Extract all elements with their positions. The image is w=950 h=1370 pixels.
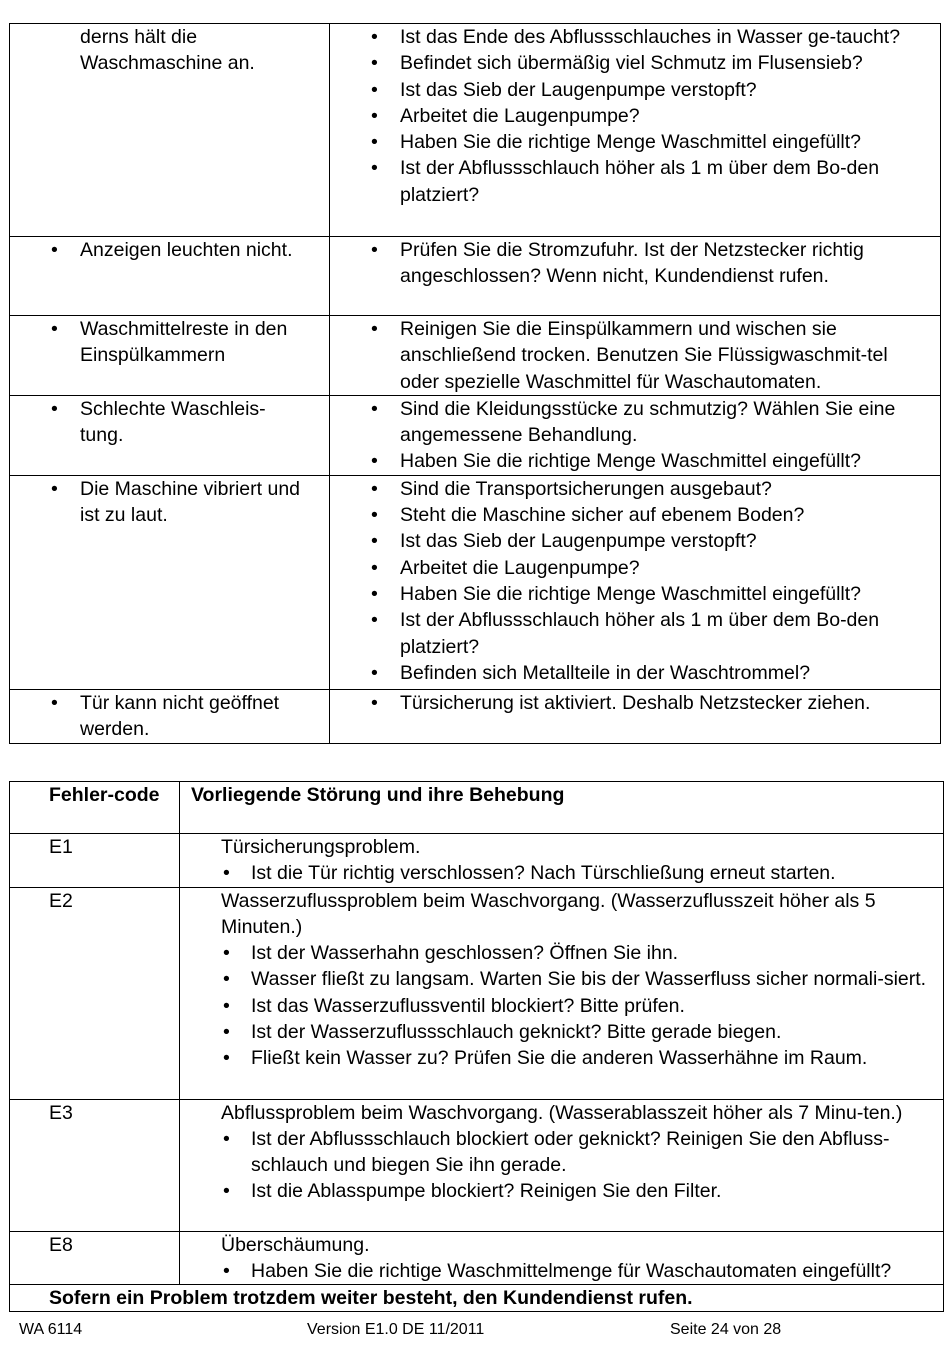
table-row — [10, 887, 944, 1099]
footer-note: Sofern ein Problem trotzdem weiter besteht, den Kundendienst rufen. — [10, 1285, 944, 1312]
list-item: • Ist der Wasserzuflussschlauch geknickt? Bitte gerade biegen. — [191, 1019, 943, 1045]
footer-model: WA 6114 — [19, 1321, 83, 1338]
error-code: E3 — [10, 1099, 180, 1231]
list-item: • Ist die Ablasspumpe blockiert? Reinigen Sie den Filter. — [191, 1178, 943, 1204]
list-item: • Haben Sie die richtige Menge Waschmittel eingefüllt? — [330, 448, 940, 474]
problem-text: Türsicherungsproblem. — [221, 836, 421, 858]
error-description — [180, 1231, 944, 1285]
list-item: • Arbeitet die Laugenpumpe? — [330, 103, 940, 129]
error-description — [180, 1099, 944, 1231]
list-item: • Ist der Wasserhahn geschlossen? Öffnen Sie ihn. — [191, 940, 943, 966]
list-item: • Befinden sich Metallteile in der Waschtrommel? — [330, 660, 940, 686]
list-item: • Ist die Tür richtig verschlossen? Nach Türschließung erneut starten. — [191, 860, 943, 886]
list-item: • Ist das Wasserzuflussventil blockiert? Bitte prüfen. — [191, 993, 943, 1019]
symptom-cell — [10, 395, 330, 475]
checks-cell — [330, 316, 941, 396]
table-row — [10, 834, 944, 888]
list-item: • Ist das Sieb der Laugenpumpe verstopft? — [330, 528, 940, 554]
list-item: • Sind die Transportsicherungen ausgebaut? — [330, 476, 940, 502]
symptom-cell — [10, 316, 330, 396]
checks-cell — [330, 689, 941, 743]
table-row — [10, 1099, 944, 1231]
symptom-text: derns hält die Waschmaschine an. — [80, 26, 255, 75]
footer-version: Version E1.0 DE 11/2011 — [307, 1321, 485, 1338]
table-row — [10, 237, 941, 316]
error-code: E1 — [10, 834, 180, 888]
list-item: • Reinigen Sie die Einspülkammern und wischen sie anschließend trocken. Benutzen Sie Flüssigwaschmit-tel oder spezielle Waschmittel für Waschautomaten. — [330, 316, 940, 395]
list-item: • Türsicherung ist aktiviert. Deshalb Netzstecker ziehen. — [330, 690, 940, 716]
column-header-code: Fehler-code — [10, 782, 180, 834]
problem-text: Wasserzuflussproblem beim Waschvorgang. (Wasserzuflusszeit höher als 5 Minuten.) — [221, 889, 876, 938]
list-item: • Haben Sie die richtige Menge Waschmittel eingefüllt? — [330, 129, 940, 155]
error-description — [180, 887, 944, 1099]
footer-page-number: Seite 24 von 28 — [670, 1321, 782, 1338]
symptom-text: • Schlechte Waschleis-tung. — [10, 396, 329, 449]
error-code-table — [9, 781, 944, 1312]
symptom-text: • Die Maschine vibriert und ist zu laut. — [10, 476, 329, 529]
symptom-table — [9, 23, 941, 744]
error-code: E8 — [10, 1231, 180, 1285]
list-item: • Ist das Sieb der Laugenpumpe verstopft? — [330, 77, 940, 103]
list-item: • Wasser fließt zu langsam. Warten Sie bis der Wasserfluss sicher normali-siert. — [191, 966, 943, 992]
list-item: • Ist der Abflussschlauch blockiert oder geknickt? Reinigen Sie den Abfluss-schlauch und biegen Sie ihn gerade. — [191, 1126, 943, 1179]
table-header-row — [10, 782, 944, 834]
problem-text: Überschäumung. — [221, 1233, 370, 1256]
error-description — [180, 834, 944, 888]
list-item: • Fließt kein Wasser zu? Prüfen Sie die anderen Wasserhähne im Raum. — [191, 1045, 943, 1071]
table-row — [10, 395, 941, 475]
symptom-text: • Tür kann nicht geöffnet werden. — [10, 690, 329, 743]
symptom-text: • Anzeigen leuchten nicht. — [10, 237, 329, 263]
checks-cell — [330, 24, 941, 237]
symptom-text: • Waschmittelreste in den Einspülkammern — [10, 316, 329, 369]
checks-cell — [330, 395, 941, 475]
symptom-cell — [10, 237, 330, 316]
symptom-cell — [10, 689, 330, 743]
list-item: • Befindet sich übermäßig viel Schmutz im Flusensieb? — [330, 50, 940, 76]
list-item: • Haben Sie die richtige Waschmittelmenge für Waschautomaten eingefüllt? — [191, 1258, 943, 1284]
problem-text: Abflussproblem beim Waschvorgang. (Wasserablasszeit höher als 7 Minu-ten.) — [221, 1101, 903, 1124]
list-item: • Ist der Abflussschlauch höher als 1 m über dem Bo-den platziert? — [330, 607, 940, 660]
list-item: • Ist der Abflussschlauch höher als 1 m über dem Bo-den platziert? — [330, 155, 940, 208]
column-header-description: Vorliegende Störung und ihre Behebung — [180, 782, 944, 834]
table-footer-row — [10, 1285, 944, 1312]
list-item: • Haben Sie die richtige Menge Waschmittel eingefüllt? — [330, 581, 940, 607]
list-item: • Arbeitet die Laugenpumpe? — [330, 555, 940, 581]
table-row — [10, 1231, 944, 1285]
table-row — [10, 689, 941, 743]
list-item: • Prüfen Sie die Stromzufuhr. Ist der Netzstecker richtig angeschlossen? Wenn nicht, Kundendienst rufen. — [330, 237, 940, 290]
table-row — [10, 316, 941, 396]
table-row — [10, 24, 941, 237]
error-code: E2 — [10, 887, 180, 1099]
table-row — [10, 475, 941, 689]
list-item: • Ist das Ende des Abflussschlauches in Wasser ge-taucht? — [330, 24, 940, 50]
checks-cell — [330, 237, 941, 316]
list-item: • Sind die Kleidungsstücke zu schmutzig? Wählen Sie eine angemessene Behandlung. — [330, 396, 940, 449]
symptom-cell — [10, 24, 330, 237]
symptom-cell — [10, 475, 330, 689]
list-item: • Steht die Maschine sicher auf ebenem Boden? — [330, 502, 940, 528]
checks-cell — [330, 475, 941, 689]
